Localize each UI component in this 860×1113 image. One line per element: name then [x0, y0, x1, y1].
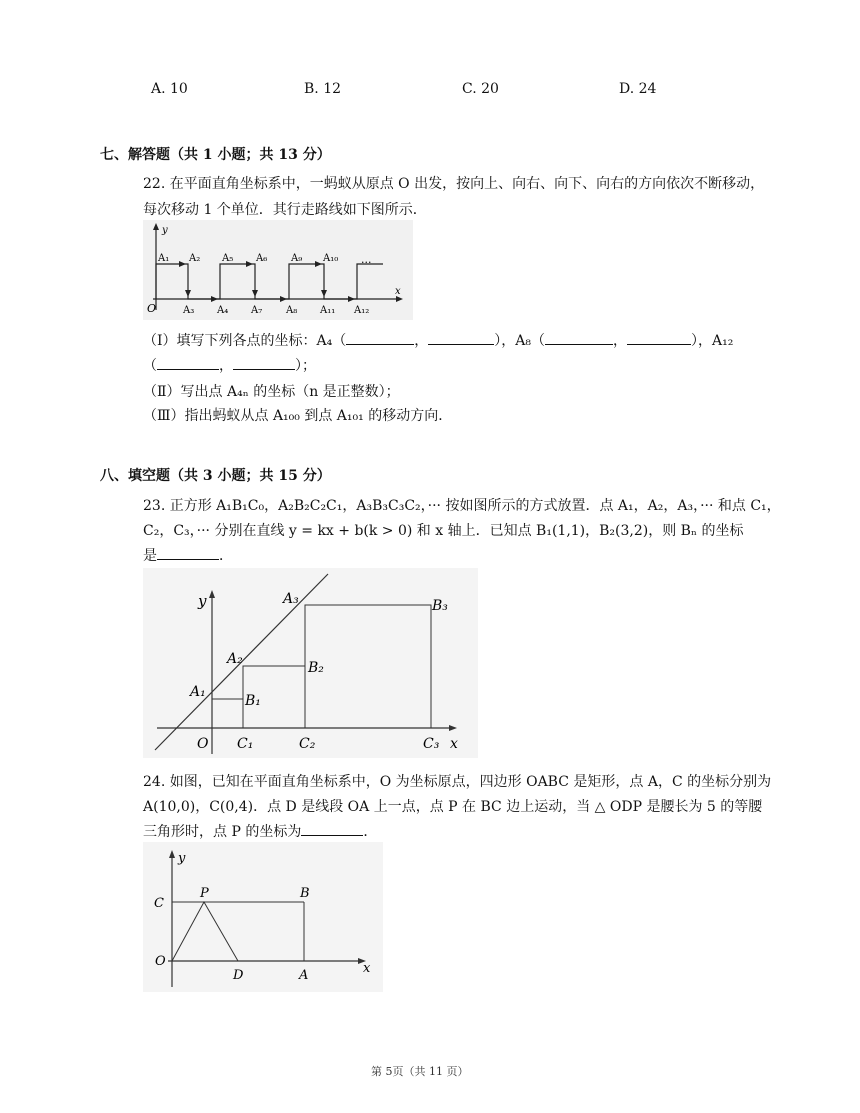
q22-part1-d: （ — [143, 358, 157, 374]
q22-line1: 22. 在平面直角坐标系中，一蚂蚁从原点 O 出发，按向上、向右、向下、向右的方向依次不断移动， — [143, 176, 765, 192]
q24-answer-blank[interactable] — [301, 821, 363, 836]
q22-blank-a8x[interactable] — [545, 330, 613, 345]
q23-line3 — [143, 545, 233, 565]
q23-fig-c1: C₁ — [237, 736, 254, 752]
q22-fig-a5: A₅ — [222, 253, 234, 264]
q24-figure — [143, 842, 383, 992]
q23-fig-b2: B₂ — [308, 660, 324, 676]
q22-part1-comma-3: ， — [219, 358, 233, 374]
q24-line3-text: 三角形时，点 P 的坐标为 — [143, 824, 302, 840]
q22-figure — [143, 220, 413, 320]
q24-line2: A(10,0)，C(0,4)．点 D 是线段 OA 上一点，点 P 在 BC 边上运动，当 △ ODP 是腰长为 5 的等腰 — [143, 799, 763, 815]
q22-part1-row2 — [143, 355, 316, 375]
q22-fig-a11: A₁₁ — [320, 305, 336, 316]
q23-fig-y-label: y — [198, 592, 207, 610]
q22-blank-a12x[interactable] — [157, 355, 219, 370]
q24-line3-end: ． — [363, 824, 378, 840]
q22-fig-a2: A₂ — [189, 253, 201, 264]
q22-part1-comma: ， — [414, 333, 429, 349]
q22-fig-y-label: y — [162, 225, 168, 236]
q24-line3 — [143, 821, 377, 841]
q23-fig-a2: A₂ — [227, 651, 243, 667]
q22-fig-a7: A₇ — [251, 305, 263, 316]
section-8-title: 八、填空题（共 3 小题；共 15 分） — [100, 468, 331, 484]
q22-fig-a1: A₁ — [158, 253, 170, 264]
option-d: D. 24 — [619, 81, 657, 97]
q22-blank-a4y[interactable] — [428, 330, 494, 345]
q22-blank-a8y[interactable] — [627, 330, 691, 345]
q23-fig-origin: O — [197, 736, 209, 752]
q23-fig-c2: C₂ — [299, 736, 316, 752]
q22-part1-comma-2: ， — [613, 333, 627, 349]
q24-fig-d: D — [233, 968, 244, 983]
q24-fig-c: C — [154, 896, 164, 911]
q22-part1-row1 — [143, 330, 733, 350]
q22-blank-a4x[interactable] — [346, 330, 414, 345]
q24-fig-x-label: x — [363, 961, 371, 976]
q24-fig-origin: O — [155, 954, 166, 969]
q23-line3-text: 是 — [143, 548, 157, 564]
q23-fig-b1: B₁ — [245, 693, 261, 709]
q24-fig-a: A — [299, 968, 309, 983]
q22-fig-a12: A₁₂ — [354, 305, 370, 316]
section-7-title: 七、解答题（共 1 小题；共 13 分） — [100, 147, 331, 163]
q23-line2: C₂，C₃，··· 分别在直线 y = kx + b(k > 0) 和 x 轴上．已知点 B₁(1,1)，B₂(3,2)，则 Bₙ 的坐标 — [143, 523, 744, 539]
q22-fig-a6: A₆ — [256, 253, 268, 264]
q22-part1-a: （Ⅰ）填写下列各点的坐标：A₄（ — [143, 333, 347, 349]
q22-line2: 每次移动 1 个单位．其行走路线如下图所示． — [143, 202, 427, 218]
q22-fig-a8: A₈ — [286, 305, 298, 316]
q22-fig-origin: O — [147, 302, 157, 315]
q23-fig-c3: C₃ — [423, 736, 440, 752]
q24-line1: 24. 如图，已知在平面直角坐标系中，O 为坐标原点，四边形 OABC 是矩形，点 A，C 的坐标分别为 — [143, 774, 772, 790]
option-c: C. 20 — [462, 81, 499, 97]
q22-fig-a4: A₄ — [217, 305, 229, 316]
q22-fig-a3: A₃ — [183, 305, 195, 316]
q22-part1-c: ），A₁₂ — [691, 333, 734, 349]
q22-fig-a9: A₉ — [291, 253, 303, 264]
q22-part2: （Ⅱ）写出点 A₄ₙ 的坐标（n 是正整数）； — [143, 384, 400, 400]
q22-fig-x-label: x — [395, 286, 401, 297]
q22-part1-b: ），A₈（ — [494, 333, 545, 349]
q22-fig-a10: A₁₀ — [323, 253, 339, 264]
q22-part1-end: ）； — [295, 358, 316, 374]
q24-fig-b: B — [300, 886, 310, 901]
q22-fig-dots: ··· — [361, 256, 372, 269]
q23-figure — [143, 568, 478, 758]
q23-fig-b3: B₃ — [432, 598, 448, 614]
q23-fig-x-label: x — [450, 736, 458, 752]
option-a: A. 10 — [151, 81, 188, 97]
q23-line1: 23. 正方形 A₁B₁C₀，A₂B₂C₂C₁，A₃B₃C₃C₂，··· 按如图所示的方式放置．点 A₁，A₂，A₃，··· 和点 C₁， — [143, 498, 781, 514]
q23-fig-a3: A₃ — [283, 591, 299, 607]
q23-line3-end: ． — [219, 548, 233, 564]
q23-answer-blank[interactable] — [157, 545, 219, 560]
option-b: B. 12 — [304, 81, 342, 97]
page-footer: 第 5页（共 11 页） — [371, 1065, 469, 1078]
q23-fig-a1: A₁ — [190, 684, 206, 700]
q22-blank-a12y[interactable] — [233, 355, 295, 370]
q24-fig-y-label: y — [178, 851, 186, 866]
q22-part3: （Ⅲ）指出蚂蚁从点 A₁₀₀ 到点 A₁₀₁ 的移动方向． — [143, 408, 453, 424]
q24-fig-p: P — [200, 886, 209, 901]
